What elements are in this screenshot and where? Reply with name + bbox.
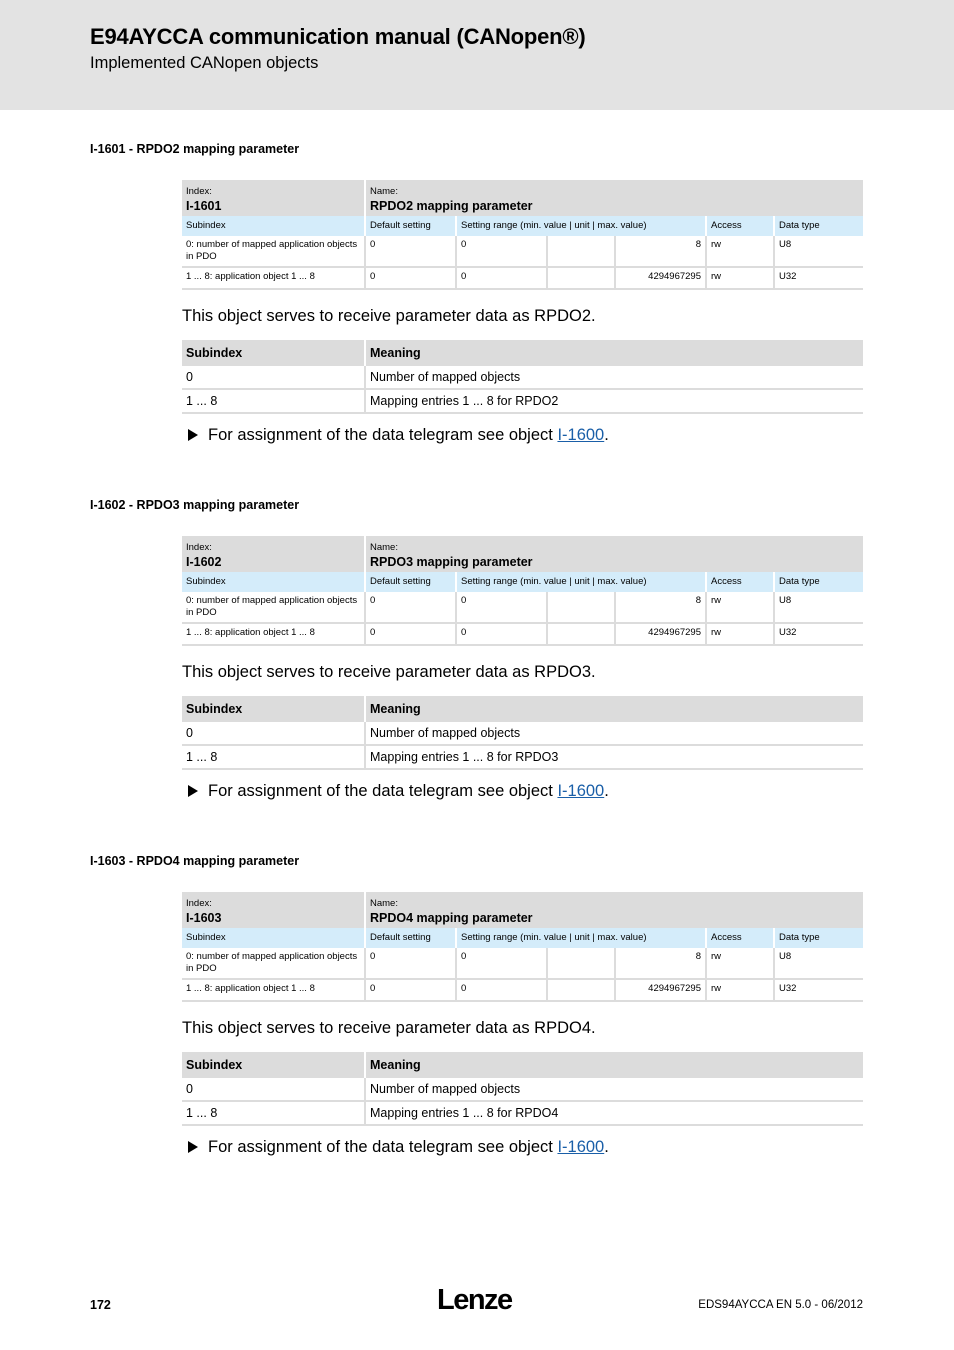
- name-value: RPDO3 mapping parameter: [370, 555, 533, 569]
- col-default: Default setting: [364, 572, 455, 592]
- name-cell: Name: RPDO4 mapping parameter: [364, 892, 863, 928]
- col-subindex: Subindex: [182, 216, 364, 236]
- note: For assignment of the data telegram see object I-1600.: [188, 426, 609, 445]
- meaning-table: Subindex Meaning 0 Number of mapped objects 1 ... 8 Mapping entries 1 ... 8 for RPDO4: [182, 1052, 863, 1126]
- index-cell: Index: I-1602: [182, 536, 364, 572]
- section-heading: I-1601 - RPDO2 mapping parameter: [90, 142, 300, 156]
- description: This object serves to receive parameter data as RPDO2.: [182, 307, 596, 325]
- col-subindex: Subindex: [182, 928, 364, 948]
- link-i-1600[interactable]: I-1600: [557, 782, 605, 800]
- name-value: RPDO4 mapping parameter: [370, 911, 533, 925]
- col-access: Access: [705, 216, 773, 236]
- triangle-right-icon: [188, 785, 198, 797]
- document-code: EDS94AYCCA EN 5.0 - 06/2012: [698, 1299, 863, 1311]
- index-value: I-1602: [186, 555, 222, 569]
- col-datatype: Data type: [773, 216, 863, 236]
- table-row: 0: number of mapped application objects in PDO 0 0 8 rw U8: [182, 948, 863, 980]
- page-number: 172: [90, 1298, 111, 1312]
- table-row: 1 ... 8 Mapping entries 1 ... 8 for RPDO4: [182, 1102, 863, 1126]
- col-default: Default setting: [364, 928, 455, 948]
- note: For assignment of the data telegram see object I-1600.: [188, 782, 609, 801]
- col-access: Access: [705, 572, 773, 592]
- description: This object serves to receive parameter data as RPDO3.: [182, 663, 596, 681]
- object-table: [182, 536, 863, 646]
- index-cell: Index: I-1601: [182, 180, 364, 216]
- section-heading: I-1602 - RPDO3 mapping parameter: [90, 498, 300, 512]
- section-heading: I-1603 - RPDO4 mapping parameter: [90, 854, 300, 868]
- col-datatype: Data type: [773, 928, 863, 948]
- description: This object serves to receive parameter data as RPDO4.: [182, 1019, 596, 1037]
- table-row: 1 ... 8: application object 1 ... 8 0 0 4294967295 rw U32: [182, 980, 863, 1002]
- page-header: [0, 0, 954, 110]
- note: For assignment of the data telegram see object I-1600.: [188, 1138, 609, 1157]
- document-subtitle: Implemented CANopen objects: [90, 54, 319, 72]
- index-value: I-1603: [186, 911, 222, 925]
- link-i-1600[interactable]: I-1600: [557, 1138, 605, 1156]
- meaning-table: Subindex Meaning 0 Number of mapped objects 1 ... 8 Mapping entries 1 ... 8 for RPDO2: [182, 340, 863, 414]
- col-default: Default setting: [364, 216, 455, 236]
- name-value: RPDO2 mapping parameter: [370, 199, 533, 213]
- table-row: 1 ... 8: application object 1 ... 8 0 0 4294967295 rw U32: [182, 624, 863, 646]
- col-range: Setting range (min. value | unit | max. value): [455, 928, 705, 948]
- object-table: [182, 892, 863, 1002]
- table-row: 1 ... 8 Mapping entries 1 ... 8 for RPDO3: [182, 746, 863, 770]
- col-subindex: Subindex: [182, 572, 364, 592]
- triangle-right-icon: [188, 1141, 198, 1153]
- lenze-logo: Lenze: [437, 1284, 512, 1316]
- col-range: Setting range (min. value | unit | max. value): [455, 216, 705, 236]
- table-row: 0: number of mapped application objects in PDO 0 0 8 rw U8: [182, 236, 863, 268]
- table-row: 0 Number of mapped objects: [182, 1078, 863, 1102]
- table-row: 0 Number of mapped objects: [182, 722, 863, 746]
- index-value: I-1601: [186, 199, 222, 213]
- col-range: Setting range (min. value | unit | max. value): [455, 572, 705, 592]
- col-access: Access: [705, 928, 773, 948]
- name-cell: Name: RPDO3 mapping parameter: [364, 536, 863, 572]
- col-datatype: Data type: [773, 572, 863, 592]
- document-title: E94AYCCA communication manual (CANopen®): [90, 24, 586, 49]
- triangle-right-icon: [188, 429, 198, 441]
- table-row: 1 ... 8: application object 1 ... 8 0 0 4294967295 rw U32: [182, 268, 863, 290]
- table-row: 1 ... 8 Mapping entries 1 ... 8 for RPDO2: [182, 390, 863, 414]
- index-cell: Index: I-1603: [182, 892, 364, 928]
- table-row: 0 Number of mapped objects: [182, 366, 863, 390]
- object-table: [182, 180, 863, 290]
- name-cell: Name: RPDO2 mapping parameter: [364, 180, 863, 216]
- link-i-1600[interactable]: I-1600: [557, 426, 605, 444]
- table-row: 0: number of mapped application objects in PDO 0 0 8 rw U8: [182, 592, 863, 624]
- meaning-table: Subindex Meaning 0 Number of mapped objects 1 ... 8 Mapping entries 1 ... 8 for RPDO3: [182, 696, 863, 770]
